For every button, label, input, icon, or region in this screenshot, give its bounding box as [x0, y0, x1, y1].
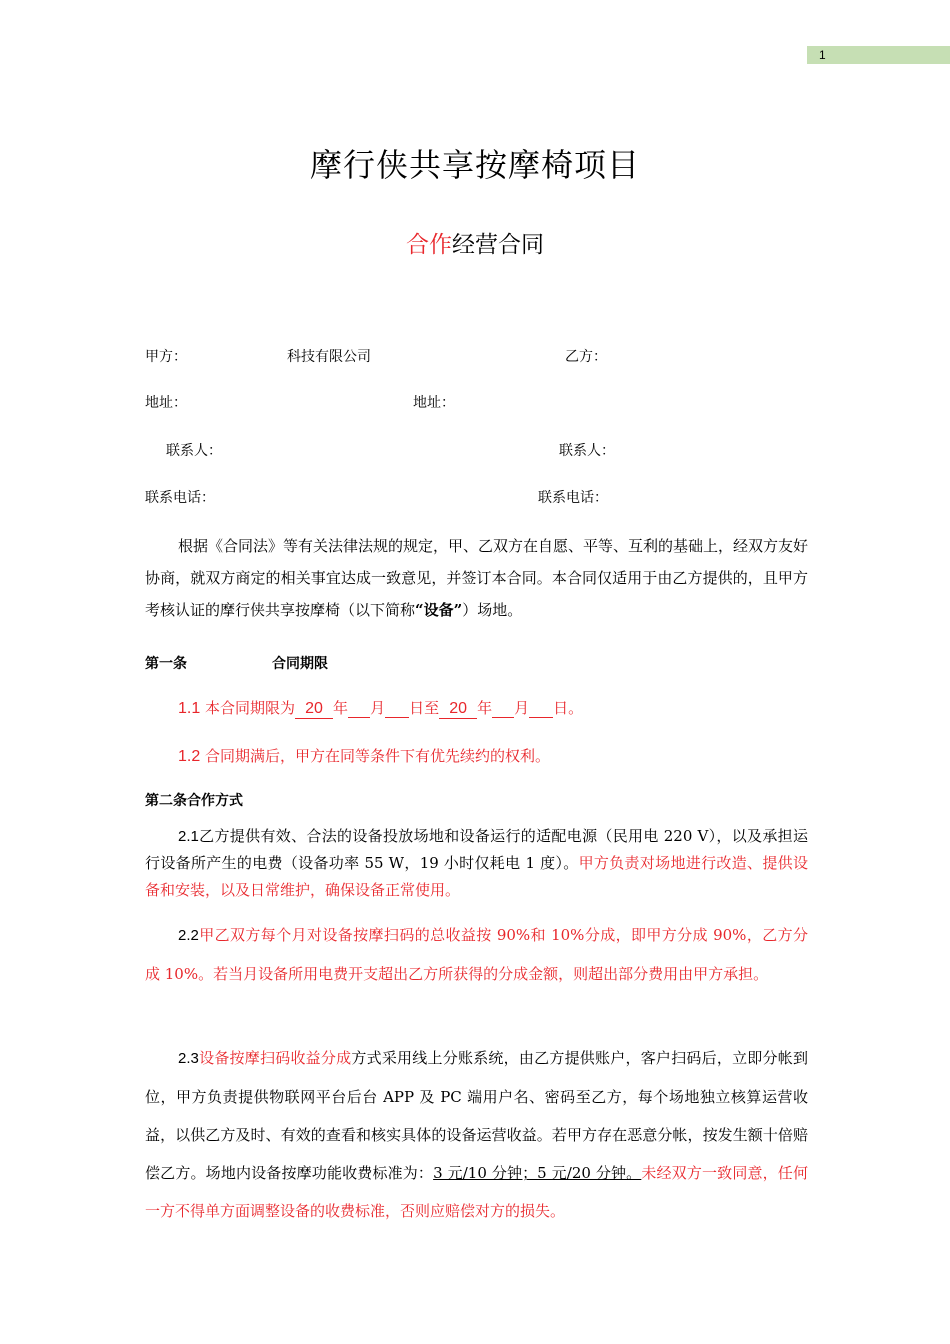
article2-heading: 第二条合作方式 [145, 793, 243, 809]
year-label-2: 年 [477, 699, 493, 717]
document-title: 摩行侠共享按摩椅项目 [309, 146, 640, 184]
clause-1-1 [178, 697, 583, 719]
fee-standard: 3 元/10 分钟；5 元/20 分钟。 [433, 1164, 642, 1182]
address-b-label: 地址： [413, 395, 455, 411]
clause-2-3 [145, 1039, 808, 1230]
clause-1-2 [178, 745, 550, 766]
intro-text-end: ）场地。 [462, 601, 523, 619]
clause-2-3-text: 方式采用线上分账系统，由乙方提供账户，客户扫码后，立即分帐到位，甲方负责提供物联网平台后台 APP 及 PC 端用户名、密码至乙方，每个场地独立核算运营收益，以供乙方及时、有效的查看和核实具体的设备运营收益。若甲方存在恶意分帐，按发生额十倍赔偿乙方。场地内设备按摩功能收费标准为： [145, 1049, 808, 1182]
clause-2-2-red-text: 甲乙双方每个月对设备按摩扫码的总收益按 90%和 10%分成，即甲方分成 90%，乙方分成 10%。若当月设备所用电费开支超出乙方所获得的分成金额，则超出部分费用由甲方承担。 [145, 926, 808, 983]
day-label-2: 日。 [553, 699, 584, 717]
article1-num: 第一条 [145, 656, 187, 672]
clause-1-1-num: 1.1 [178, 700, 201, 717]
document-subtitle [0, 226, 950, 259]
phone-b-label: 联系电话： [538, 490, 608, 506]
year-label-1: 年 [333, 699, 349, 717]
page-number: 1 [807, 46, 950, 64]
month-blank-2 [492, 699, 514, 718]
contact-b-label: 联系人： [559, 443, 615, 459]
intro-paragraph [145, 530, 808, 626]
subtitle-red-part: 合作 [406, 232, 452, 258]
month-blank-1 [348, 699, 370, 718]
clause-2-1-text: 乙方提供有效、合法的设备投放场地和设备运行的适配电源（民用电 220 V），以及承担运行设备所产生的电费（设备功率 55 W，19 小时仅耗电 1 度）。 [145, 827, 808, 872]
clause-1-1-text: 本合同期限为 [205, 699, 296, 717]
clause-2-2 [145, 916, 808, 993]
phone-a-label: 联系电话： [145, 490, 215, 506]
clause-2-3-red-end: 未经双方一致同意，任何一方不得单方面调整设备的收费标准，否则应赔偿对方的损失。 [145, 1164, 808, 1220]
day-label-1: 日至 [409, 699, 440, 717]
party-a-name: 科技有限公司 [287, 349, 371, 365]
month-label-2: 月 [514, 699, 530, 717]
clause-2-3-red-lead: 设备按摩扫码收益分成 [198, 1049, 352, 1067]
clause-1-2-text: 合同期满后，甲方在同等条件下有优先续约的权利。 [205, 747, 551, 765]
article1-title: 合同期限 [272, 656, 328, 672]
clause-2-1 [145, 823, 808, 904]
year-blank-2: 20 [439, 700, 477, 719]
party-a-label: 甲方： [145, 349, 187, 365]
year-blank-1: 20 [295, 700, 333, 719]
subtitle-black-part: 经营合同 [452, 232, 544, 258]
intro-text: 根据《合同法》等有关法律法规的规定，甲、乙双方在自愿、平等、互利的基础上，经双方友好协商，就双方商定的相关事宜达成一致意见，并签订本合同。本合同仅适用于由乙方提供的，且甲方考核认证的摩行侠共享按摩椅（以下简称 [145, 537, 809, 619]
day-blank-2 [529, 699, 553, 718]
clause-2-2-num: 2.2 [178, 927, 199, 944]
contact-a-label: 联系人： [166, 443, 222, 459]
clause-2-1-num: 2.1 [178, 828, 199, 845]
intro-bold-term: “设备” [415, 601, 463, 619]
article1-heading [145, 653, 328, 673]
month-label-1: 月 [370, 699, 386, 717]
clause-1-2-num: 1.2 [178, 748, 201, 765]
address-a-label: 地址： [145, 395, 187, 411]
clause-2-1-red-text: 甲方负责对场地进行改造、提供设备和安装，以及日常维护，确保设备正常使用。 [145, 854, 808, 899]
clause-2-3-num: 2.3 [178, 1050, 199, 1067]
party-b-label: 乙方： [565, 349, 607, 365]
day-blank-1 [385, 699, 409, 718]
